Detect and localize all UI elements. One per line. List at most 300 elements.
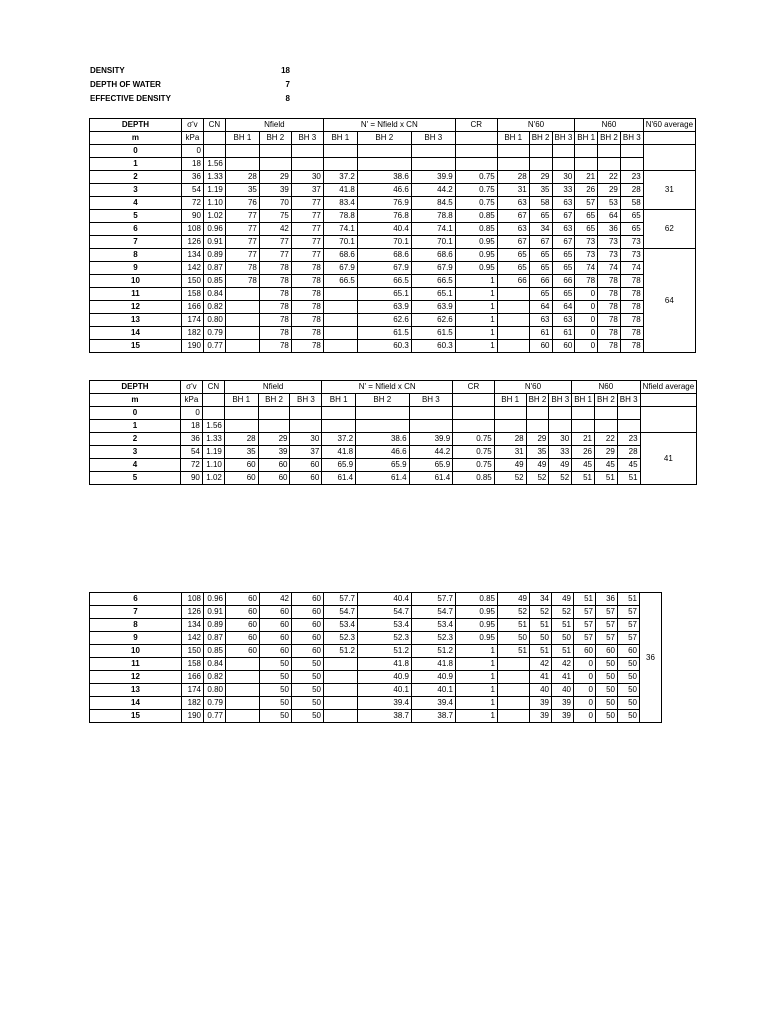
- cell-n60-prime: 35: [526, 446, 549, 459]
- cell-n60: 65: [620, 210, 643, 223]
- cell-n60-prime: 51: [498, 645, 530, 658]
- cell-ncorrected: 61.4: [356, 472, 409, 485]
- cell-n60-prime: [549, 420, 572, 433]
- cell-n60-prime: 39: [530, 697, 552, 710]
- cell-sigma-v: 174: [181, 314, 203, 327]
- cell-nfield: 29: [259, 171, 291, 184]
- table-row: [90, 710, 734, 723]
- cell-ncorrected: [323, 288, 357, 301]
- cell-n60: [575, 158, 598, 171]
- cell-nfield: 50: [260, 697, 292, 710]
- cell-cn: 1.56: [202, 420, 224, 433]
- cell-ncorrected: 54.7: [358, 606, 412, 619]
- cell-n60: [620, 145, 643, 158]
- unit-average: [640, 394, 697, 407]
- cell-ncorrected: 61.5: [411, 327, 455, 340]
- cell-sigma-v: 134: [182, 619, 204, 632]
- cell-cn: [203, 145, 225, 158]
- cell-nfield: 28: [224, 433, 258, 446]
- cell-nfield: 78: [259, 288, 291, 301]
- cell-ncorrected: 53.4: [412, 619, 456, 632]
- cell-ncorrected: 65.1: [357, 288, 411, 301]
- cell-sigma-v: 90: [180, 472, 202, 485]
- cell-ncorrected: 41.8: [322, 446, 356, 459]
- cell-nfield: 29: [258, 433, 290, 446]
- cell-ncorrected: 52.3: [358, 632, 412, 645]
- cell-n60-prime: 66: [552, 275, 575, 288]
- cell-nfield: 60: [292, 606, 324, 619]
- cell-nfield: [226, 710, 260, 723]
- unit-depth: m: [90, 132, 182, 145]
- cell-cn: 0.91: [204, 606, 226, 619]
- cell-n60: 50: [596, 710, 618, 723]
- header-bh: BH 2: [598, 132, 621, 145]
- cell-depth: 11: [90, 288, 182, 301]
- cell-ncorrected: 38.7: [412, 710, 456, 723]
- cell-nfield: 60: [258, 472, 290, 485]
- cell-cr: 0.85: [456, 593, 498, 606]
- cell-n60-prime: 33: [552, 184, 575, 197]
- cell-nfield: 77: [291, 223, 323, 236]
- cell-n60: 50: [618, 684, 640, 697]
- cell-depth: 12: [90, 301, 182, 314]
- table-row: [90, 697, 734, 710]
- cell-n60: 50: [596, 658, 618, 671]
- cell-n60: 0: [574, 671, 596, 684]
- cell-n60: 50: [596, 684, 618, 697]
- cell-nfield: 77: [259, 249, 291, 262]
- cell-ncorrected: 67.9: [357, 262, 411, 275]
- header-bh: BH 1: [322, 394, 356, 407]
- cell-n60: 51: [617, 472, 640, 485]
- cell-nfield: 78: [259, 327, 291, 340]
- cell-ncorrected: 39.4: [358, 697, 412, 710]
- cell-cr: 0.85: [455, 223, 497, 236]
- cell-sigma-v: 126: [181, 236, 203, 249]
- cell-nfield: 50: [292, 658, 324, 671]
- cell-ncorrected: [357, 158, 411, 171]
- cell-nfield: 60: [226, 645, 260, 658]
- cell-ncorrected: [356, 420, 409, 433]
- unit-depth: m: [90, 394, 181, 407]
- table-row: [90, 619, 734, 632]
- cell-n60-prime: 30: [552, 171, 575, 184]
- cell-cr: 1: [455, 288, 497, 301]
- header-bh: BH 2: [356, 394, 409, 407]
- cell-n60: 57: [574, 606, 596, 619]
- cell-cr: 0.85: [455, 210, 497, 223]
- header-bh: BH 3: [552, 132, 575, 145]
- cell-n60-prime: 50: [530, 632, 552, 645]
- table-row: [90, 645, 734, 658]
- cell-ncorrected: 41.8: [412, 658, 456, 671]
- header-depth: DEPTH: [90, 119, 182, 132]
- cell-cn: 0.79: [204, 697, 226, 710]
- cell-ncorrected: 65.9: [409, 459, 453, 472]
- cell-depth: 9: [90, 262, 182, 275]
- cell-sigma-v: 36: [181, 171, 203, 184]
- cell-ncorrected: 53.4: [324, 619, 358, 632]
- cell-average: 62: [643, 210, 695, 249]
- cell-n60-prime: [497, 301, 529, 314]
- cell-n60: 51: [594, 472, 617, 485]
- header-cn: CN: [203, 119, 225, 132]
- cell-nfield: 50: [260, 671, 292, 684]
- cell-cr: [455, 145, 497, 158]
- cell-ncorrected: 61.5: [357, 327, 411, 340]
- cell-nfield: 37: [291, 184, 323, 197]
- header-bh: BH 2: [357, 132, 411, 145]
- cell-cr: 1: [456, 658, 498, 671]
- cell-n60-prime: [498, 671, 530, 684]
- cell-n60-prime: 49: [526, 459, 549, 472]
- cell-ncorrected: 51.2: [358, 645, 412, 658]
- cell-ncorrected: 52.3: [324, 632, 358, 645]
- cell-n60-prime: 31: [494, 446, 526, 459]
- cell-nfield: [258, 420, 290, 433]
- cell-nfield: [291, 158, 323, 171]
- cell-nfield: 60: [292, 632, 324, 645]
- cell-nfield: [226, 697, 260, 710]
- table-row: [90, 171, 768, 184]
- cell-cr: 1: [456, 684, 498, 697]
- cell-cr: 1: [455, 275, 497, 288]
- cell-n60: 21: [575, 171, 598, 184]
- cell-sigma-v: 134: [181, 249, 203, 262]
- cell-n60-prime: [497, 288, 529, 301]
- cell-nfield: 78: [291, 327, 323, 340]
- cell-n60: 73: [598, 249, 621, 262]
- spt-table-1: [89, 118, 768, 353]
- cell-cr: 1: [455, 314, 497, 327]
- cell-n60-prime: [497, 145, 529, 158]
- cell-nfield: 78: [291, 288, 323, 301]
- cell-ncorrected: 63.9: [357, 301, 411, 314]
- cell-nfield: 70: [259, 197, 291, 210]
- cell-ncorrected: 66.5: [411, 275, 455, 288]
- cell-n60-prime: 52: [552, 606, 574, 619]
- cell-n60: 57: [618, 619, 640, 632]
- cell-n60-prime: 40: [552, 684, 574, 697]
- cell-sigma-v: 90: [181, 210, 203, 223]
- cell-cn: 0.89: [203, 249, 225, 262]
- cell-n60: [620, 158, 643, 171]
- cell-ncorrected: 46.6: [356, 446, 409, 459]
- cell-ncorrected: 37.2: [322, 433, 356, 446]
- cell-ncorrected: 41.8: [323, 184, 357, 197]
- cell-ncorrected: [324, 684, 358, 697]
- cell-depth: 10: [90, 645, 182, 658]
- cell-n60: 73: [575, 236, 598, 249]
- cell-cr: 1: [455, 301, 497, 314]
- cell-n60-prime: 63: [529, 314, 552, 327]
- cell-ncorrected: 40.4: [358, 593, 412, 606]
- cell-ncorrected: 63.9: [411, 301, 455, 314]
- cell-n60-prime: [552, 158, 575, 171]
- cell-nfield: 60: [260, 645, 292, 658]
- header-sigma-v: σ'v: [181, 119, 203, 132]
- cell-nfield: 78: [259, 262, 291, 275]
- cell-n60-prime: 33: [549, 446, 572, 459]
- table-row: [90, 632, 734, 645]
- cell-n60: 78: [620, 314, 643, 327]
- unit-row: [90, 132, 768, 145]
- cell-nfield: [225, 145, 259, 158]
- cell-depth: 0: [90, 145, 182, 158]
- cell-ncorrected: 54.7: [324, 606, 358, 619]
- cell-cn: 0.87: [204, 632, 226, 645]
- cell-ncorrected: 57.7: [412, 593, 456, 606]
- cell-n60-prime: 66: [529, 275, 552, 288]
- cell-nfield: 77: [291, 236, 323, 249]
- cell-nfield: 78: [291, 275, 323, 288]
- cell-n60-prime: [497, 314, 529, 327]
- cell-depth: 13: [90, 314, 182, 327]
- cell-cr: 0.95: [456, 619, 498, 632]
- cell-cr: 0.75: [453, 446, 495, 459]
- cell-n60: 36: [598, 223, 621, 236]
- cell-ncorrected: [323, 314, 357, 327]
- cell-nfield: [258, 407, 290, 420]
- cell-sigma-v: 54: [181, 184, 203, 197]
- cell-ncorrected: 44.2: [409, 446, 453, 459]
- cell-nfield: 50: [292, 684, 324, 697]
- cell-cr: 1: [456, 710, 498, 723]
- cell-n60-prime: [552, 145, 575, 158]
- cell-nfield: 50: [260, 658, 292, 671]
- cell-ncorrected: 39.9: [411, 171, 455, 184]
- cell-n60-prime: [498, 658, 530, 671]
- cell-sigma-v: 174: [182, 684, 204, 697]
- cell-cn: 0.87: [203, 262, 225, 275]
- cell-ncorrected: 44.2: [411, 184, 455, 197]
- cell-n60: 58: [620, 197, 643, 210]
- cell-nfield: 60: [292, 619, 324, 632]
- cell-nfield: [224, 420, 258, 433]
- cell-nfield: 77: [291, 249, 323, 262]
- cell-cr: 1: [456, 671, 498, 684]
- cell-ncorrected: [323, 340, 357, 353]
- cell-n60-prime: 52: [549, 472, 572, 485]
- cell-n60: 60: [574, 645, 596, 658]
- cell-ncorrected: 70.1: [357, 236, 411, 249]
- cell-n60: 53: [598, 197, 621, 210]
- unit-cr: [453, 394, 495, 407]
- header-n60-prime: N'60: [497, 119, 575, 132]
- cell-nfield: [290, 420, 322, 433]
- cell-n60-prime: 34: [530, 593, 552, 606]
- cell-depth: 14: [90, 327, 182, 340]
- cell-sigma-v: 142: [181, 262, 203, 275]
- cell-ncorrected: 52.3: [412, 632, 456, 645]
- table-row: [90, 249, 768, 262]
- cell-ncorrected: 74.1: [323, 223, 357, 236]
- cell-n60: [598, 145, 621, 158]
- cell-cn: 0.77: [204, 710, 226, 723]
- cell-ncorrected: 40.1: [358, 684, 412, 697]
- cell-nfield: 60: [226, 632, 260, 645]
- cell-nfield: 78: [225, 262, 259, 275]
- cell-sigma-v: 182: [181, 327, 203, 340]
- cell-n60: 57: [574, 632, 596, 645]
- cell-n60: 78: [620, 275, 643, 288]
- cell-n60-prime: 42: [552, 658, 574, 671]
- cell-nfield: 60: [224, 459, 258, 472]
- cell-n60-prime: [497, 158, 529, 171]
- header-bh: BH 1: [497, 132, 529, 145]
- param-density: [90, 64, 290, 78]
- header-bh: BH 1: [225, 132, 259, 145]
- cell-n60-prime: 51: [552, 619, 574, 632]
- header-cr: CR: [453, 381, 495, 394]
- cell-n60: 45: [617, 459, 640, 472]
- unit-cn: [202, 394, 224, 407]
- param-label: DENSITY: [90, 66, 125, 75]
- cell-cn: 1.02: [203, 210, 225, 223]
- cell-n60: 26: [575, 184, 598, 197]
- cell-nfield: 60: [224, 472, 258, 485]
- cell-ncorrected: 76.8: [357, 210, 411, 223]
- header-bh: BH 2: [529, 132, 552, 145]
- cell-n60: 51: [572, 472, 595, 485]
- cell-cn: 0.82: [203, 301, 225, 314]
- header-nfield: Nfield: [224, 381, 321, 394]
- cell-n60: 78: [598, 327, 621, 340]
- cell-n60: 65: [620, 223, 643, 236]
- cell-nfield: [259, 158, 291, 171]
- cell-ncorrected: [357, 145, 411, 158]
- cell-ncorrected: 54.7: [412, 606, 456, 619]
- cell-n60-prime: 39: [552, 710, 574, 723]
- header-bh: BH 3: [290, 394, 322, 407]
- parameters-block: [90, 64, 290, 106]
- unit-sigma-v: kPa: [180, 394, 202, 407]
- cell-n60-prime: 42: [530, 658, 552, 671]
- cell-depth: 6: [90, 593, 182, 606]
- cell-depth: 5: [90, 210, 182, 223]
- header-row: [90, 119, 768, 132]
- cell-n60: 0: [575, 301, 598, 314]
- cell-ncorrected: 37.2: [323, 171, 357, 184]
- cell-n60-prime: 65: [529, 249, 552, 262]
- cell-n60: 64: [598, 210, 621, 223]
- cell-sigma-v: 190: [181, 340, 203, 353]
- cell-cr: 0.95: [455, 262, 497, 275]
- cell-ncorrected: 70.1: [323, 236, 357, 249]
- cell-n60-prime: 51: [530, 645, 552, 658]
- cell-sigma-v: 150: [182, 645, 204, 658]
- param-depth-of-water: [90, 78, 290, 92]
- cell-n60: [617, 420, 640, 433]
- cell-n60: 57: [618, 632, 640, 645]
- cell-depth: 1: [90, 158, 182, 171]
- cell-n60-prime: 28: [497, 171, 529, 184]
- cell-n60-prime: [494, 420, 526, 433]
- cell-nfield: 42: [260, 593, 292, 606]
- cell-n60-prime: 65: [529, 288, 552, 301]
- cell-n60-prime: 67: [552, 236, 575, 249]
- cell-n60-prime: [526, 420, 549, 433]
- cell-n60: 73: [575, 249, 598, 262]
- cell-ncorrected: [324, 697, 358, 710]
- header-average: Nfield average: [640, 381, 697, 394]
- cell-nfield: 60: [292, 593, 324, 606]
- cell-ncorrected: [323, 158, 357, 171]
- cell-ncorrected: 67.9: [411, 262, 455, 275]
- cell-ncorrected: 62.6: [357, 314, 411, 327]
- cell-n60-prime: [529, 145, 552, 158]
- param-value: 7: [285, 80, 290, 89]
- cell-depth: 7: [90, 236, 182, 249]
- cell-nfield: 77: [225, 223, 259, 236]
- cell-ncorrected: 78.8: [323, 210, 357, 223]
- cell-n60-prime: 49: [494, 459, 526, 472]
- cell-n60-prime: 65: [529, 262, 552, 275]
- cell-ncorrected: [409, 407, 453, 420]
- cell-sigma-v: 158: [181, 288, 203, 301]
- cell-sigma-v: 142: [182, 632, 204, 645]
- cell-depth: 3: [90, 184, 182, 197]
- cell-ncorrected: 62.6: [411, 314, 455, 327]
- cell-ncorrected: [323, 327, 357, 340]
- cell-cn: 1.10: [202, 459, 224, 472]
- cell-cr: 0.95: [455, 249, 497, 262]
- header-bh: BH 2: [259, 132, 291, 145]
- param-value: 18: [281, 66, 290, 75]
- cell-n60: 65: [575, 223, 598, 236]
- cell-ncorrected: 84.5: [411, 197, 455, 210]
- cell-sigma-v: 108: [182, 593, 204, 606]
- cell-ncorrected: [411, 145, 455, 158]
- cell-n60: 22: [594, 433, 617, 446]
- header-average: N'60 average: [643, 119, 695, 132]
- cell-depth: 0: [90, 407, 181, 420]
- cell-ncorrected: 38.7: [358, 710, 412, 723]
- cell-cn: 1.10: [203, 197, 225, 210]
- cell-ncorrected: 76.9: [357, 197, 411, 210]
- cell-n60-prime: [549, 407, 572, 420]
- cell-nfield: 78: [291, 262, 323, 275]
- cell-sigma-v: 18: [180, 420, 202, 433]
- cell-depth: 15: [90, 710, 182, 723]
- cell-n60: 50: [618, 671, 640, 684]
- unit-average: [643, 132, 695, 145]
- cell-cr: 0.75: [453, 459, 495, 472]
- cell-depth: 1: [90, 420, 181, 433]
- cell-cr: 1: [455, 340, 497, 353]
- cell-ncorrected: 40.9: [412, 671, 456, 684]
- cell-n60: 74: [620, 262, 643, 275]
- cell-nfield: 30: [291, 171, 323, 184]
- cell-n60: [575, 145, 598, 158]
- cell-n60: [617, 407, 640, 420]
- cell-n60: 0: [574, 697, 596, 710]
- cell-ncorrected: 51.2: [412, 645, 456, 658]
- cell-cn: 0.82: [204, 671, 226, 684]
- cell-nfield: [226, 658, 260, 671]
- cell-nfield: 60: [260, 632, 292, 645]
- cell-ncorrected: 65.9: [356, 459, 409, 472]
- header-bh: BH 3: [617, 394, 640, 407]
- cell-cr: 1: [456, 697, 498, 710]
- cell-cn: 0.79: [203, 327, 225, 340]
- cell-n60: 45: [594, 459, 617, 472]
- cell-n60-prime: 51: [552, 645, 574, 658]
- cell-n60-prime: 31: [497, 184, 529, 197]
- cell-n60-prime: 67: [552, 210, 575, 223]
- cell-n60-prime: 60: [529, 340, 552, 353]
- cell-n60: 78: [598, 314, 621, 327]
